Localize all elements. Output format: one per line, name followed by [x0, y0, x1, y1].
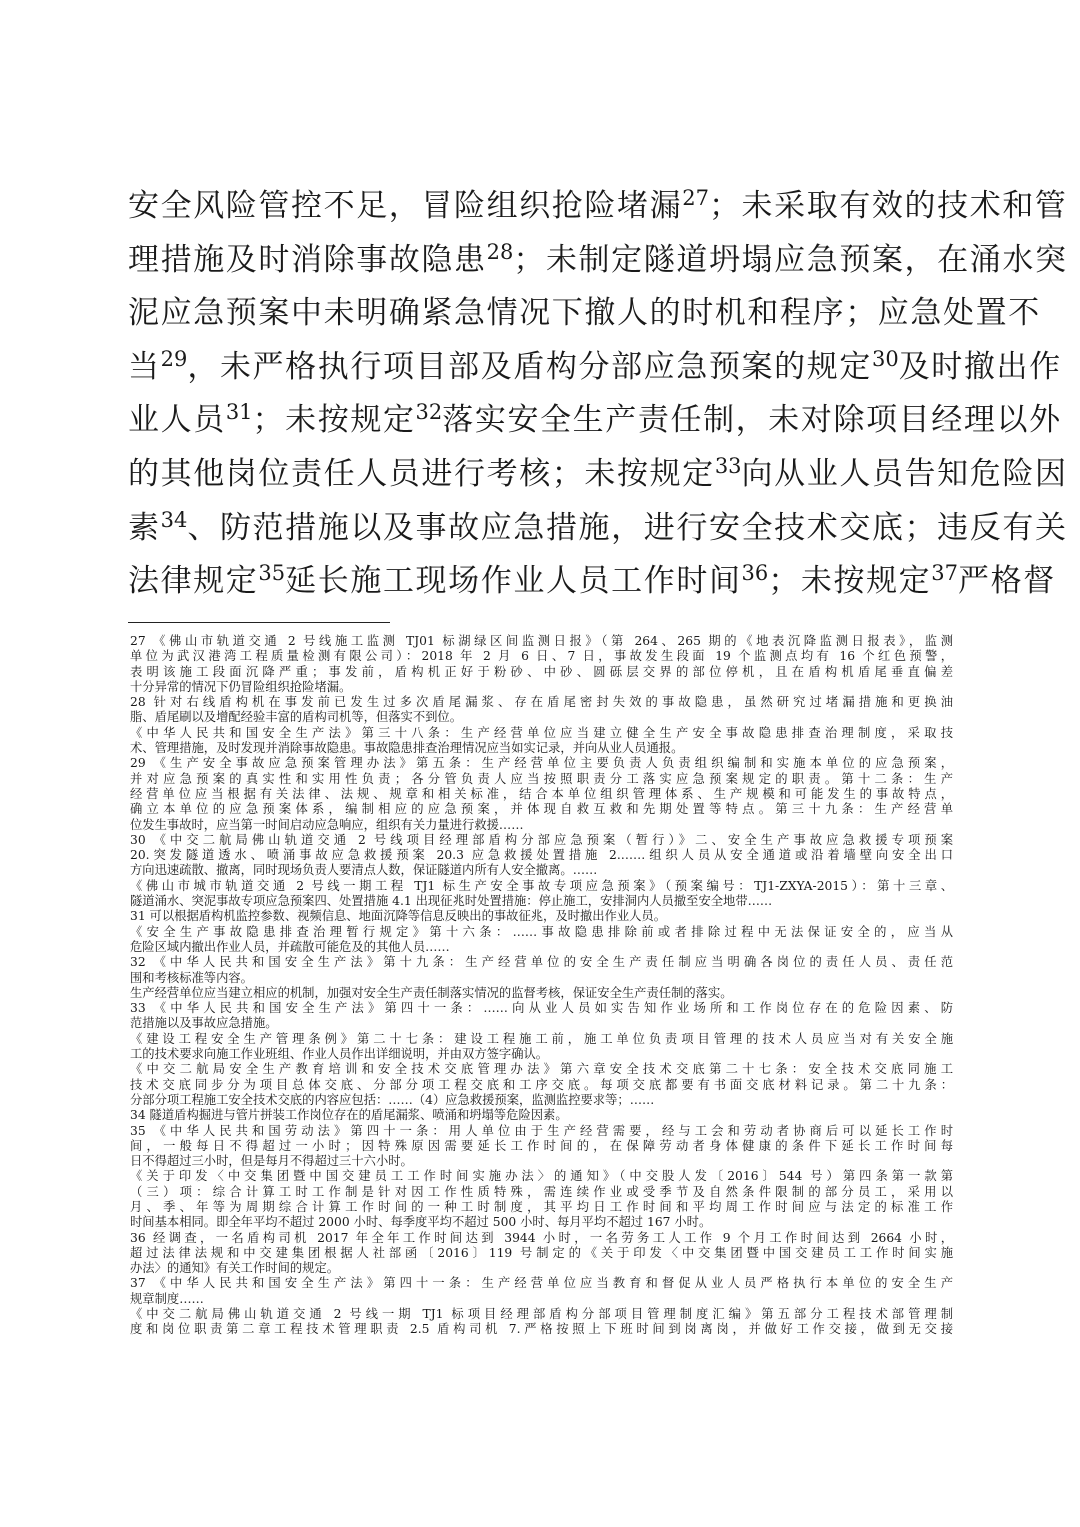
footnote-line: 方向迅速疏散、撤离，同时现场负责人要清点人数，保证隧道内所有人安全撤离。……	[130, 863, 598, 878]
body-line	[128, 180, 1068, 234]
footnote-line: 隧道涌水、突泥事故专项应急预案四、处置措施 4.1 出现征兆时处置措施：停止施工，安排洞内人员撤至安全地带……	[130, 894, 773, 909]
footnote-line: 经营单位应当根据有关法律、法规、规章和相关标准，结合本单位组织管理体系、生产规模和可能发生的事故特点，	[130, 786, 953, 801]
body-line	[128, 394, 1062, 448]
body-line	[128, 341, 1062, 395]
body-text-segment: 安全风险管控不足，冒险组织抢险堵漏	[128, 188, 683, 224]
body-line	[128, 555, 1056, 609]
footnote-line: 时间基本相同。即全年平均不超过 2000 小时、每季度平均不超过 500 小时、每月平均不超过 167 小时。	[130, 1215, 712, 1230]
body-text-segment: ；未采取有效的技术和管	[708, 188, 1068, 224]
footnote-line: 32 《中华人民共和国安全生产法》第十九条：生产经营单位的安全生产责任制应当明确各岗位的责任人员、责任范	[130, 955, 953, 970]
footnote-line: 工的技术要求向施工作业班组、作业人员作出详细说明，并由双方签字确认。	[130, 1047, 549, 1062]
footnote-ref[interactable]: 36	[741, 561, 769, 586]
footnotes-section	[130, 634, 953, 1338]
body-text-segment: 、防范措施以及事故应急措施，进行安全技术交底；违反有关	[187, 509, 1068, 546]
footnote-line: 围和考核标准等内容。	[130, 970, 253, 985]
footnote-line: 脂、盾尾刷以及增配经验丰富的盾构司机等，但落实不到位。	[130, 710, 463, 725]
footnote-line: 术、管理措施，及时发现并消除事故隐患。事故隐患排查治理情况应当如实记录，并向从业人员通报。	[130, 741, 684, 756]
footnote-line: 《佛山市城市轨道交通 2 号线一期工程 TJ1 标生产安全事故专项应急预案》（预案编号：TJ1-ZXYA-2015）：第十三章、	[130, 878, 953, 893]
body-text-segment: 业人员	[128, 402, 226, 439]
footnote-line: 度和岗位职责第二章工程技术管理职责 2.5 盾构司机 7.严格按照上下班时间到岗离岗，并做好工作交接，做到无交接	[130, 1322, 953, 1337]
footnote-line: 《关于印发〈中交集团暨中国交建员工工作时间实施办法〉的通知》（中交股人发〔2016〕544 号）第四条第一款第	[130, 1169, 953, 1184]
footnote-line: 31 可以根据盾构机监控参数、视频信息、地面沉降等信息反映出的事故征兆，及时撤出作业人员。	[130, 909, 667, 924]
footnote-line: 日不得超过三小时，但是每月不得超过三十六小时。	[130, 1154, 413, 1169]
footnote-line: 29 《生产安全事故应急预案管理办法》第五条：生产经营单位主要负责人负责组织编制和实施本单位的应急预案，	[130, 756, 953, 771]
footnote-line: 规章制度……	[130, 1291, 204, 1306]
body-text-segment: 向从业人员告知危险因	[741, 455, 1068, 492]
body-line	[128, 234, 1068, 288]
body-text-segment: 延长施工现场作业人员工作时间	[285, 563, 742, 600]
footnote-line: 37 《中华人民共和国安全生产法》第四十一条：生产经营单位应当教育和督促从业人员严格执行本单位的安全生产	[130, 1276, 953, 1291]
footnote-line: 办法〉的通知》有关工作时间的规定。	[130, 1261, 340, 1276]
footnote-ref[interactable]: 27	[682, 186, 709, 210]
footnote-ref[interactable]: 37	[931, 561, 959, 586]
footnote-line: 单位为武汉港湾工程质量检测有限公司）：2018 年 2 月 6 日、7 日，事故发生段面 19 个监测点均有 16 个红色预警，	[130, 649, 953, 664]
footnote-ref[interactable]: 31	[225, 400, 253, 425]
body-text-segment: 理措施及时消除事故隐患	[128, 241, 487, 278]
body-text-segment: 法律规定	[128, 563, 259, 600]
footnote-line: 《建设工程安全生产管理条例》第二十七条：建设工程施工前，施工单位负责项目管理的技术人员应当对有关安全施	[130, 1031, 953, 1046]
footnote-line: 位发生事故时，应当第一时间启动应急响应，组织有关力量进行救援……	[130, 817, 524, 832]
footnote-line: 危险区域内撤出作业人员，并疏散可能危及的其他人员……	[130, 939, 450, 954]
footnote-line: 月、季、年等为周期综合计算工作时间的一种工时制度，其平均日工作时间和平均周工作时间应与法定的标准工作	[130, 1199, 953, 1214]
footnote-ref[interactable]: 30	[871, 346, 899, 371]
footnote-line: 十分异常的情况下仍冒险组织抢险堵漏。	[130, 679, 352, 694]
body-text-segment: 素	[128, 509, 161, 546]
footnote-ref[interactable]: 35	[258, 561, 286, 586]
footnote-line: 间，一般每日不得超过一小时；因特殊原因需要延长工作时间的，在保障劳动者身体健康的条件下延长工作时间每	[130, 1138, 953, 1153]
body-paragraph	[128, 180, 1068, 609]
body-text-segment: 的其他岗位责任人员进行考核；未按规定	[128, 455, 715, 492]
body-text-segment: 严格督	[958, 563, 1056, 600]
footnote-line: 35 《中华人民共和国劳动法》第四十一条：用人单位由于生产经营需要，经与工会和劳动者协商后可以延长工作时	[130, 1123, 953, 1138]
footnote-line: （三）项：综合计算工时工作制是针对因工作性质特殊，需连续作业或受季节及自然条件限制的部分员工，采用以	[130, 1184, 953, 1199]
footnote-line: 20.突发隧道透水、喷涌事故应急救援预案 20.3 应急救援处置措施 2.……组织人员从安全通道或沿着墙壁向安全出口	[130, 848, 953, 863]
footnote-ref[interactable]: 33	[714, 453, 742, 478]
footnote-ref[interactable]: 32	[415, 400, 443, 425]
footnote-line: 确立本单位的应急预案体系，编制相应的应急预案，并体现自救互救和先期处置等特点。第三十九条：生产经营单	[130, 802, 953, 817]
footnote-line: 27 《佛山市轨道交通 2 号线施工监测 TJ01 标湖绿区间监测日报》（第 264、265 期的《地表沉降监测日报表》，监测	[130, 634, 953, 648]
body-text-segment: 当	[128, 348, 161, 385]
footnote-line: 并对应急预案的真实性和实用性负责；各分管负责人应当按照职责分工落实应急预案规定的职责。第十二条：生产	[130, 771, 953, 786]
body-text-segment: ；未按规定	[252, 402, 416, 439]
footnote-ref[interactable]: 29	[160, 346, 188, 371]
footnote-divider	[128, 622, 390, 623]
footnote-line: 技术交底同步分为项目总体交底、分部分项工程交底和工序交底。每项交底都要有书面交底材料记录。第二十九条：	[130, 1077, 953, 1092]
footnote-line: 34 隧道盾构掘进与管片拼装工作岗位存在的盾尾漏浆、喷涌和坍塌等危险因素。	[130, 1108, 568, 1123]
body-text-segment: 泥应急预案中未明确紧急情况下撤人的时机和程序；应急处置不	[128, 295, 1041, 332]
body-text-segment: ；未按规定	[768, 563, 932, 600]
footnote-line: 范措施以及事故应急措施。	[130, 1016, 278, 1031]
footnote-ref[interactable]: 34	[160, 507, 188, 532]
body-line	[128, 287, 1041, 341]
body-text-segment: ，未严格执行项目部及盾构分部应急预案的规定	[187, 348, 872, 385]
body-line	[128, 448, 1068, 502]
footnote-line: 30 《中交二航局佛山轨道交通 2 号线项目经理部盾构分部应急预案（暂行）》二、安全生产事故应急救援专项预案	[130, 832, 953, 847]
footnote-line: 28 针对右线盾构机在事发前已发生过多次盾尾漏浆、存在盾尾密封失效的事故隐患，虽然研究过堵漏措施和更换油	[130, 695, 953, 710]
footnote-line: 生产经营单位应当建立相应的机制，加强对安全生产责任制落实情况的监督考核，保证安全生产责任制的落实。	[130, 985, 733, 1000]
footnote-line: 《安全生产事故隐患排查治理暂行规定》第十六条：……事故隐患排除前或者排除过程中无法保证安全的，应当从	[130, 924, 953, 939]
body-text-segment: 及时撤出作	[898, 348, 1062, 385]
body-line	[128, 502, 1068, 556]
footnote-line: 33 《中华人民共和国安全生产法》第四十一条：……向从业人员如实告知作业场所和工作岗位存在的危险因素、防	[130, 1001, 953, 1016]
body-text-segment: ；未制定隧道坍塌应急预案，在涌水突	[513, 241, 1068, 278]
footnote-line: 超过法律法规和中交建集团根据人社部函〔2016〕119 号制定的《关于印发〈中交集团暨中国交建员工工作时间实施	[130, 1245, 953, 1260]
footnote-line: 《中交二航局佛山轨道交通 2 号线一期 TJ1 标项目经理部盾构分部项目管理制度汇编》第五部分工程技术部管理制	[130, 1307, 953, 1322]
footnote-line: 36 经调查，一名盾构司机 2017 年全年工作时间达到 3944 小时，一名劳务工人工作 9 个月工作时间达到 2664 小时，	[130, 1230, 953, 1245]
footnote-line: 表明该施工段面沉降严重；事发前，盾构机正好于粉砂、中砂、圆砾层交界的部位停机，且在盾构机盾尾垂直偏差	[130, 664, 953, 679]
footnote-line: 《中交二航局安全生产教育培训和安全技术交底管理办法》第六章安全技术交底第二十七条：安全技术交底同施工	[130, 1062, 953, 1077]
footnote-line: 《中华人民共和国安全生产法》第三十八条：生产经营单位应当建立健全生产安全事故隐患排查治理制度，采取技	[130, 725, 953, 740]
footnote-line: 分部分项工程施工安全技术交底的内容应包括：……（4）应急救援预案，监测监控要求等；……	[130, 1092, 655, 1107]
footnote-ref[interactable]: 28	[486, 239, 514, 264]
body-text-segment: 落实安全生产责任制，未对除项目经理以外	[442, 402, 1062, 439]
